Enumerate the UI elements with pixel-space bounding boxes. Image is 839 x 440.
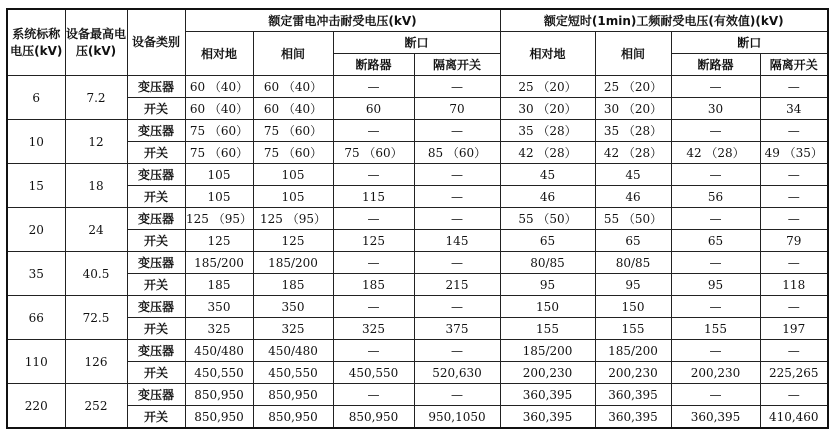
cell-value: 450,550 [333,362,414,384]
cell-value: — [760,252,828,274]
cell-value: 65 [595,230,671,252]
cell-value: 200,230 [671,362,760,384]
cell-value: 360,395 [500,384,595,406]
cell-value: 200,230 [500,362,595,384]
cell-value: 65 [671,230,760,252]
cell-system-voltage: 35 [7,252,65,296]
cell-value: — [414,252,500,274]
cell-value: — [760,120,828,142]
cell-value: — [671,252,760,274]
cell-value: 46 [595,186,671,208]
cell-value: 850,950 [185,384,253,406]
cell-value: 95 [595,274,671,296]
cell-value: 30 （20） [595,98,671,120]
cell-max-voltage: 40.5 [65,252,127,296]
cell-value: 150 [500,296,595,318]
table-row [7,186,828,208]
cell-value: 45 [595,164,671,186]
cell-value: — [760,186,828,208]
header-li-isolator: 隔离开关 [414,54,500,76]
cell-value: — [760,164,828,186]
cell-value: 49 （35） [760,142,828,164]
cell-value: 150 [595,296,671,318]
cell-value: — [333,296,414,318]
cell-value: 850,950 [253,384,333,406]
cell-value: — [414,164,500,186]
cell-value: 155 [671,318,760,340]
cell-value: 450/480 [185,340,253,362]
cell-value: 80/85 [500,252,595,274]
cell-value: 450,550 [185,362,253,384]
cell-system-voltage: 6 [7,76,65,120]
header-pf-phase: 相间 [595,32,671,76]
cell-max-voltage: 252 [65,384,127,429]
cell-value: 42 （28） [671,142,760,164]
cell-value: 75 （60） [185,120,253,142]
cell-value: 450/480 [253,340,333,362]
cell-device-type: 变压器 [127,164,185,186]
cell-value: — [333,76,414,98]
header-power-frequency: 额定短时(1min)工频耐受电压(有效值)(kV) [500,9,828,32]
cell-value: 850,950 [185,406,253,429]
cell-value: 325 [185,318,253,340]
cell-value: — [414,208,500,230]
header-system-voltage: 系统标称电压(kV) [7,9,65,76]
table-row [7,274,828,296]
cell-value: 850,950 [333,406,414,429]
cell-value: 410,460 [760,406,828,429]
cell-value: 79 [760,230,828,252]
cell-system-voltage: 20 [7,208,65,252]
header-li-breaker: 断路器 [333,54,414,76]
cell-value: 115 [333,186,414,208]
cell-value: 118 [760,274,828,296]
cell-value: — [414,76,500,98]
cell-value: 46 [500,186,595,208]
cell-value: 95 [671,274,760,296]
table-row [7,296,828,318]
cell-device-type: 开关 [127,318,185,340]
cell-value: 225,265 [760,362,828,384]
header-lightning-impulse: 额定雷电冲击耐受电压(kV) [185,9,500,32]
table-header [7,9,828,76]
header-max-voltage: 设备最高电压(kV) [65,9,127,76]
cell-system-voltage: 110 [7,340,65,384]
cell-value: 125 （95） [253,208,333,230]
cell-value: — [414,340,500,362]
cell-value: 200,230 [595,362,671,384]
header-pf-isolator: 隔离开关 [760,54,828,76]
cell-value: 185 [333,274,414,296]
cell-device-type: 开关 [127,142,185,164]
table-row [7,384,828,406]
cell-value: 155 [500,318,595,340]
cell-value: 55 （50） [500,208,595,230]
table-row [7,208,828,230]
cell-value: 105 [253,164,333,186]
cell-value: 185/200 [595,340,671,362]
table-row [7,318,828,340]
cell-device-type: 开关 [127,274,185,296]
cell-max-voltage: 72.5 [65,296,127,340]
cell-value: 360,395 [595,406,671,429]
cell-value: 45 [500,164,595,186]
cell-max-voltage: 18 [65,164,127,208]
cell-system-voltage: 15 [7,164,65,208]
cell-max-voltage: 24 [65,208,127,252]
cell-value: — [671,340,760,362]
cell-device-type: 开关 [127,406,185,429]
cell-value: — [414,186,500,208]
cell-value: 65 [500,230,595,252]
cell-device-type: 开关 [127,362,185,384]
cell-value: 125 [185,230,253,252]
cell-device-type: 变压器 [127,208,185,230]
cell-value: 375 [414,318,500,340]
cell-value: — [760,208,828,230]
cell-device-type: 开关 [127,98,185,120]
cell-value: — [414,120,500,142]
table-row [7,406,828,429]
cell-value: 325 [253,318,333,340]
cell-value: — [333,384,414,406]
cell-value: — [671,296,760,318]
withstand-voltage-table [6,8,829,429]
cell-value: 145 [414,230,500,252]
cell-value: 34 [760,98,828,120]
cell-value: — [333,164,414,186]
cell-device-type: 变压器 [127,340,185,362]
cell-value: — [333,252,414,274]
cell-value: 35 （28） [500,120,595,142]
cell-value: 155 [595,318,671,340]
cell-value: — [333,340,414,362]
cell-value: 105 [185,186,253,208]
cell-value: 55 （50） [595,208,671,230]
cell-value: 42 （28） [500,142,595,164]
cell-value: 105 [253,186,333,208]
cell-value: 35 （28） [595,120,671,142]
cell-value: 95 [500,274,595,296]
table-row [7,120,828,142]
cell-value: 30 [671,98,760,120]
cell-value: — [671,76,760,98]
cell-value: 450,550 [253,362,333,384]
cell-device-type: 变压器 [127,296,185,318]
cell-value: — [671,120,760,142]
header-device-type: 设备类别 [127,9,185,76]
cell-value: 185/200 [253,252,333,274]
cell-max-voltage: 7.2 [65,76,127,120]
cell-value: 360,395 [595,384,671,406]
cell-value: 60 （40） [253,76,333,98]
table-row [7,164,828,186]
cell-value: 75 （60） [253,142,333,164]
cell-value: 360,395 [500,406,595,429]
table-row [7,76,828,98]
cell-value: — [671,164,760,186]
cell-max-voltage: 12 [65,120,127,164]
table-row [7,98,828,120]
cell-value: — [333,120,414,142]
header-li-phase: 相间 [253,32,333,76]
cell-value: — [414,296,500,318]
cell-value: 30 （20） [500,98,595,120]
cell-value: 325 [333,318,414,340]
cell-value: 60 [333,98,414,120]
cell-value: 185/200 [500,340,595,362]
cell-system-voltage: 220 [7,384,65,429]
cell-device-type: 变压器 [127,384,185,406]
cell-device-type: 开关 [127,186,185,208]
table-row [7,230,828,252]
cell-value: 56 [671,186,760,208]
cell-value: 125 （95） [185,208,253,230]
cell-value: 350 [253,296,333,318]
cell-value: — [760,76,828,98]
cell-system-voltage: 66 [7,296,65,340]
cell-value: — [414,384,500,406]
header-pf-to-ground: 相对地 [500,32,595,76]
cell-value: 75 （60） [333,142,414,164]
cell-value: — [671,208,760,230]
cell-value: 42 （28） [595,142,671,164]
cell-value: 185/200 [185,252,253,274]
table-row [7,142,828,164]
cell-device-type: 变压器 [127,76,185,98]
header-li-break: 断口 [333,32,500,54]
cell-value: — [671,384,760,406]
table-container [6,8,829,429]
cell-device-type: 开关 [127,230,185,252]
cell-value: 60 （40） [253,98,333,120]
cell-device-type: 变压器 [127,120,185,142]
cell-value: — [760,340,828,362]
cell-value: 850,950 [253,406,333,429]
cell-value: 105 [185,164,253,186]
cell-value: 215 [414,274,500,296]
header-pf-breaker: 断路器 [671,54,760,76]
cell-value: 60 （40） [185,98,253,120]
cell-value: 950,1050 [414,406,500,429]
cell-value: 25 （20） [500,76,595,98]
header-pf-break: 断口 [671,32,828,54]
table-body [7,76,828,429]
table-row [7,340,828,362]
cell-system-voltage: 10 [7,120,65,164]
header-li-to-ground: 相对地 [185,32,253,76]
cell-value: 350 [185,296,253,318]
cell-max-voltage: 126 [65,340,127,384]
cell-value: 80/85 [595,252,671,274]
cell-value: 125 [253,230,333,252]
cell-value: 520,630 [414,362,500,384]
cell-value: — [760,296,828,318]
cell-value: 125 [333,230,414,252]
cell-value: — [333,208,414,230]
cell-value: 60 （40） [185,76,253,98]
cell-value: 197 [760,318,828,340]
cell-value: 360,395 [671,406,760,429]
cell-value: 70 [414,98,500,120]
cell-value: 185 [253,274,333,296]
cell-device-type: 变压器 [127,252,185,274]
cell-value: — [760,384,828,406]
table-row [7,362,828,384]
cell-value: 85 （60） [414,142,500,164]
table-row [7,252,828,274]
cell-value: 25 （20） [595,76,671,98]
cell-value: 75 （60） [185,142,253,164]
cell-value: 185 [185,274,253,296]
cell-value: 75 （60） [253,120,333,142]
